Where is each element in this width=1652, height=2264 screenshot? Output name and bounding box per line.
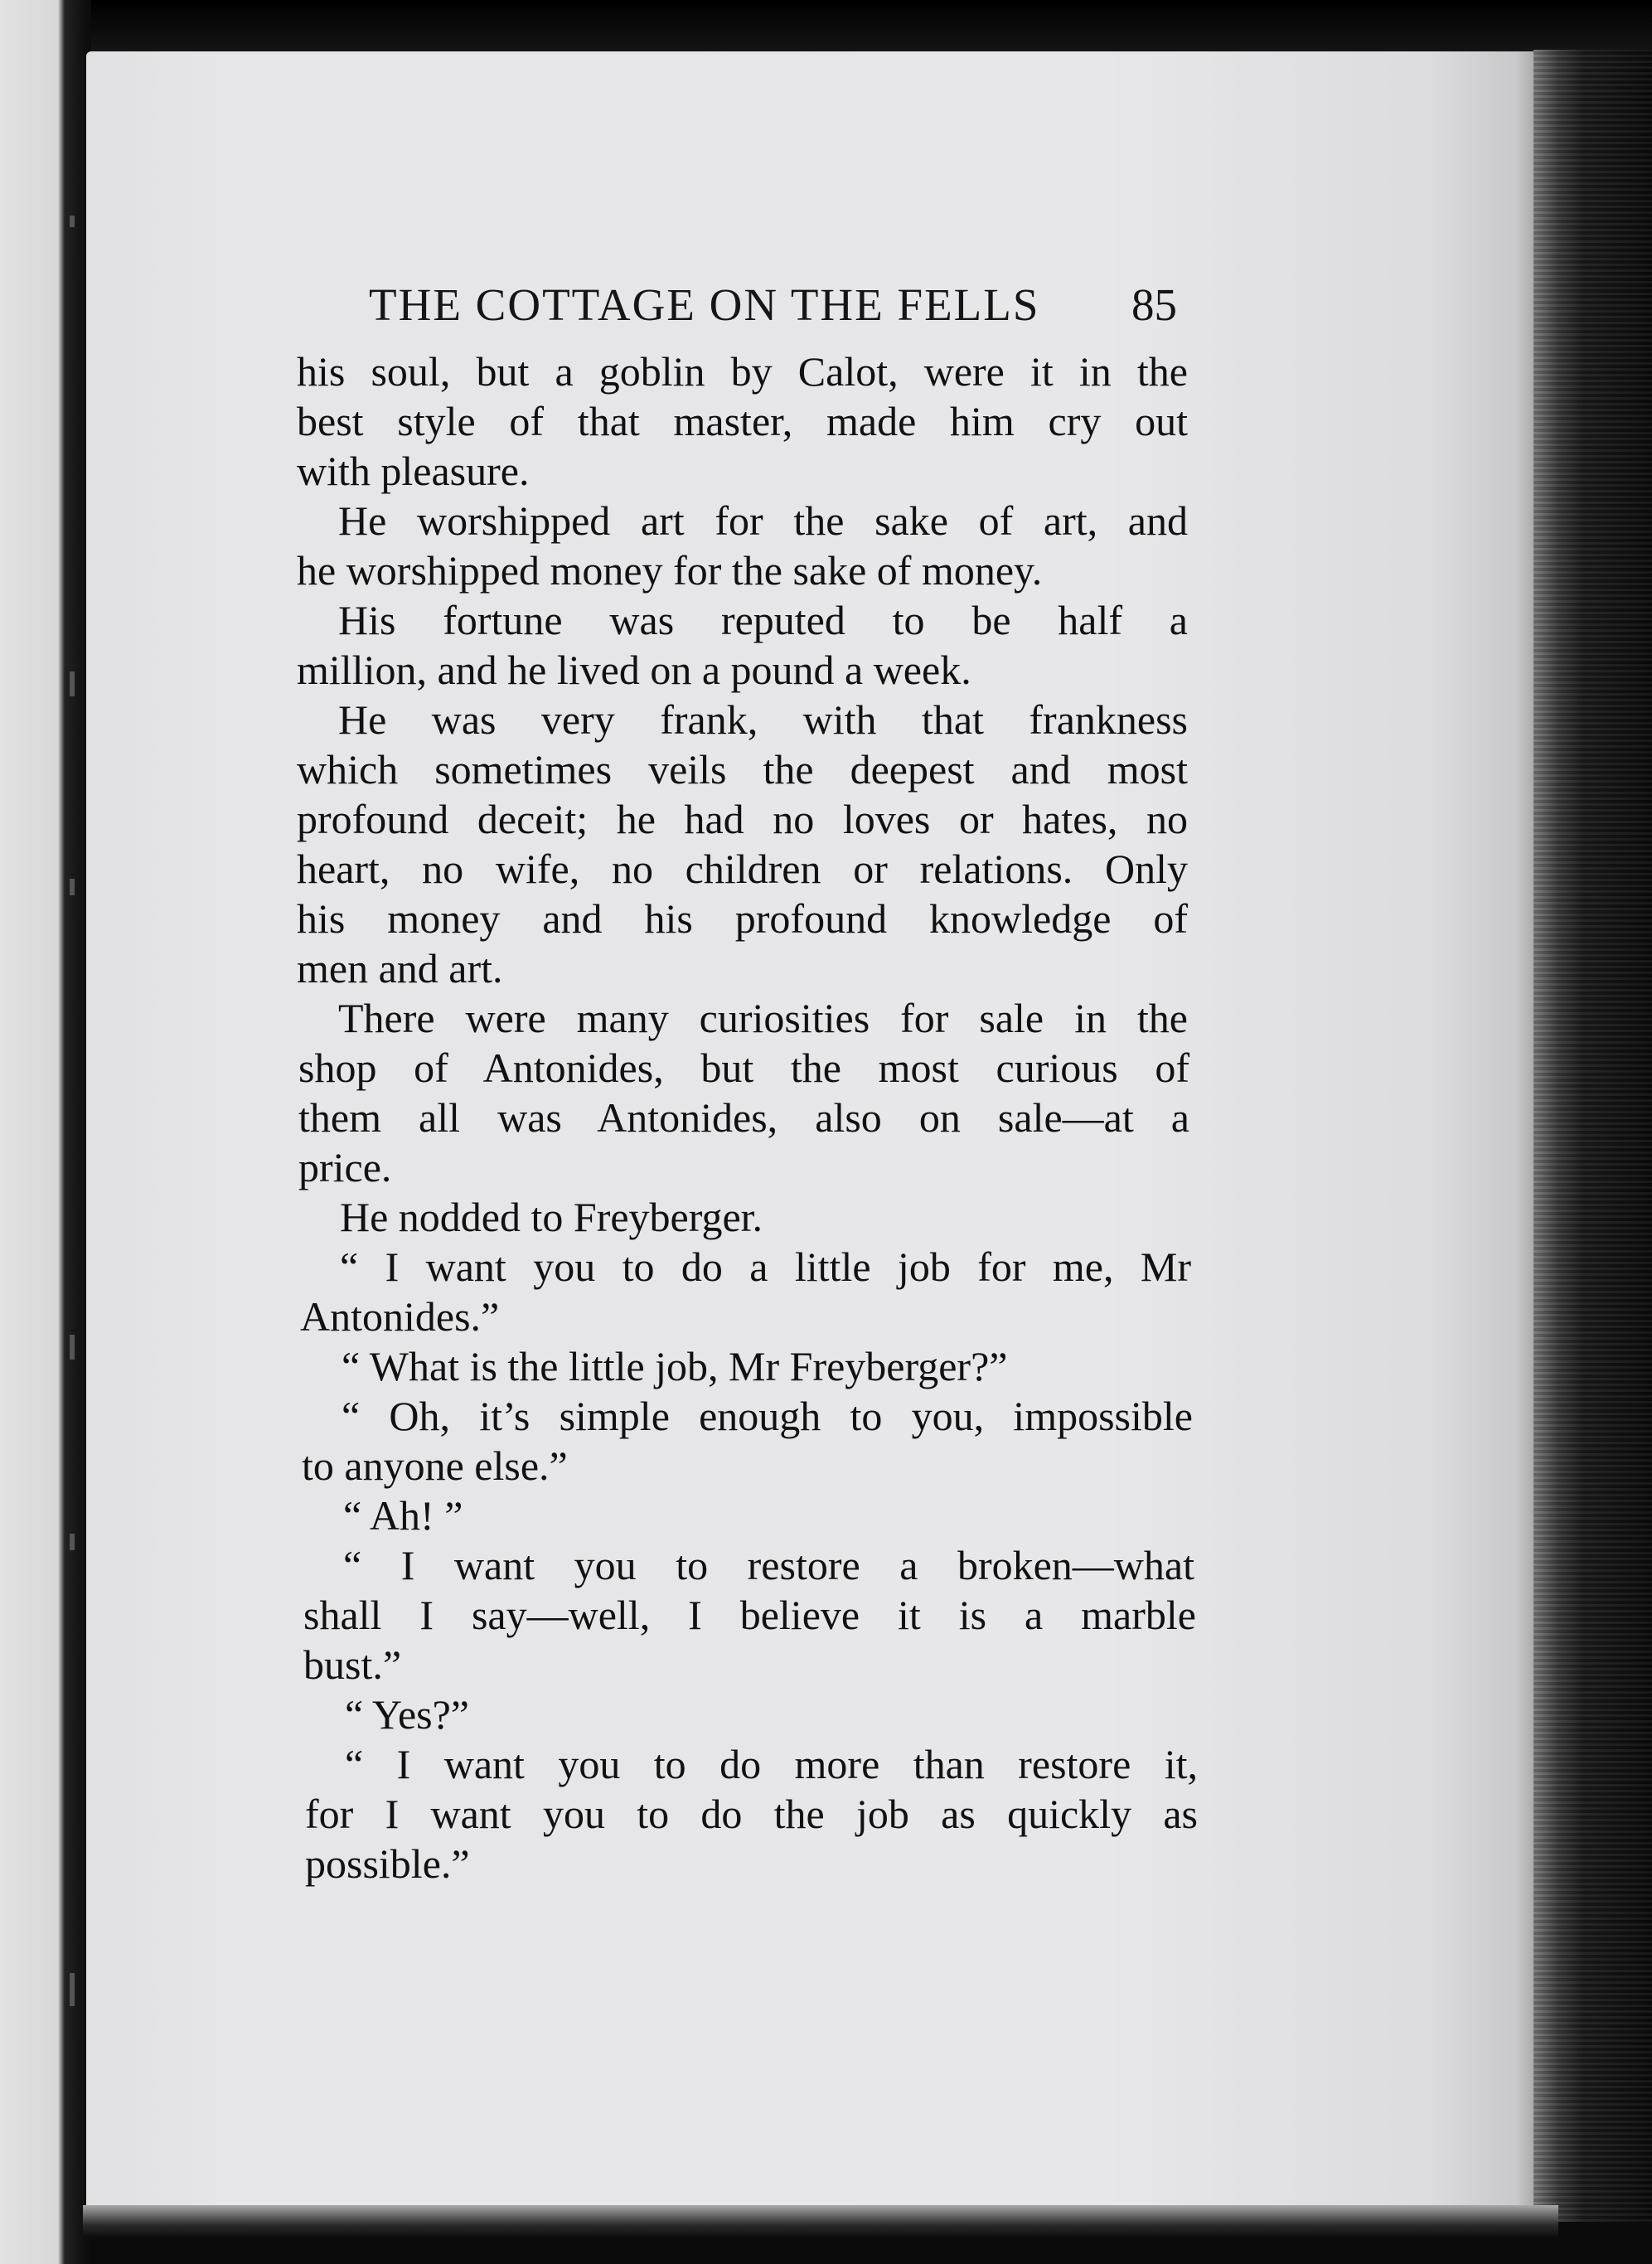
text-line: shall I say—well, I believe it is a marble — [303, 1592, 1196, 1638]
text-line: for I want you to do the job as quickly as — [305, 1791, 1198, 1837]
gutter-mark — [70, 1973, 75, 2006]
text-line: best style of that master, made him cry out — [297, 398, 1188, 444]
text-line: He worshipped art for the sake of art, and — [338, 497, 1188, 544]
text-line: “ Ah! ” — [343, 1492, 463, 1539]
text-line: “ What is the little job, Mr Freyberger?” — [342, 1343, 1008, 1389]
text-line: to anyone else.” — [302, 1442, 568, 1489]
text-line: He nodded to Freyberger. — [340, 1194, 763, 1240]
text-line: bust.” — [303, 1641, 402, 1688]
text-line: He was very frank, with that frankness — [338, 696, 1188, 743]
text-line: “ I want you to do more than restore it, — [345, 1741, 1198, 1787]
text-line: price. — [298, 1144, 392, 1190]
gutter-mark — [70, 671, 75, 696]
text-line: heart, no wife, no children or relations. Only — [297, 846, 1188, 892]
text-line: There were many curiosities for sale in the — [338, 995, 1188, 1041]
text-line: “ Yes?” — [345, 1691, 469, 1738]
text-line: possible.” — [305, 1840, 470, 1887]
text-line: Antonides.” — [300, 1293, 500, 1340]
gutter-mark — [70, 879, 75, 895]
gutter-mark — [70, 1534, 75, 1550]
text-line: profound deceit; he had no loves or hates, no — [297, 796, 1188, 842]
text-line: men and art. — [297, 945, 503, 991]
text-line: million, and he lived on a pound a week. — [297, 647, 971, 693]
left-page-gutter — [0, 0, 91, 2264]
text-line: shop of Antonides, but the most curious of — [298, 1045, 1189, 1091]
gutter-mark — [70, 216, 75, 227]
running-head-title: THE COTTAGE ON THE FELLS — [369, 279, 1040, 330]
text-line: “ I want you to restore a broken—what — [343, 1542, 1194, 1588]
text-line: with pleasure. — [297, 448, 530, 494]
text-line: His fortune was reputed to be half a — [338, 597, 1188, 643]
page-number: 85 — [1131, 279, 1177, 330]
bottom-page-edge — [83, 2205, 1558, 2238]
text-line: them all was Antonides, also on sale—at a — [298, 1094, 1189, 1141]
gutter-mark — [70, 1335, 75, 1360]
text-line: his soul, but a goblin by Calot, were it in the — [297, 348, 1188, 395]
text-line: “ Oh, it’s simple enough to you, impossible — [342, 1393, 1193, 1439]
right-page-edge — [1533, 50, 1652, 2222]
text-line: his money and his profound knowledge of — [297, 895, 1188, 942]
text-line: “ I want you to do a little job for me, Mr — [340, 1244, 1191, 1290]
text-line: he worshipped money for the sake of money. — [297, 547, 1043, 594]
text-line: which sometimes veils the deepest and most — [297, 746, 1188, 793]
